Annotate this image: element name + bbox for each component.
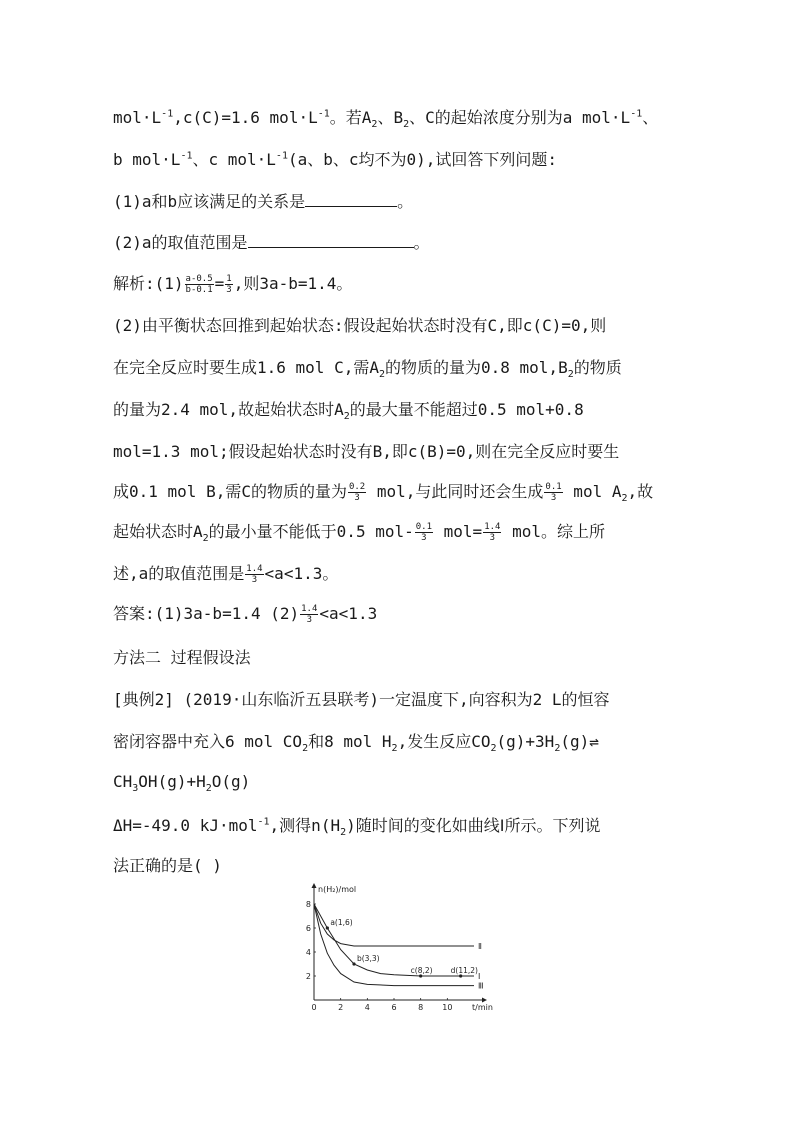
text-run: (g)⇌	[560, 732, 599, 751]
y-tick-label: 2	[305, 972, 311, 981]
analysis-line-3	[113, 358, 622, 381]
superscript: -1	[317, 108, 330, 120]
text-run: ,c(C)=1.6 mol·L	[173, 108, 318, 127]
text-run: 、B	[377, 108, 404, 127]
analysis-line-7	[113, 522, 605, 543]
superscript: -1	[257, 816, 270, 828]
x-tick-label: 0	[311, 1003, 317, 1012]
superscript: -1	[161, 108, 174, 120]
fraction	[483, 522, 501, 543]
y-axis-label: n(H₂)/mol	[318, 885, 357, 894]
subscript: 2	[567, 369, 574, 381]
answer-line	[113, 604, 377, 625]
fraction-numerator: a-0.5	[185, 274, 213, 284]
text-run: =	[214, 274, 225, 293]
fraction-denominator: 3	[251, 575, 258, 585]
subscript: 2	[490, 743, 497, 755]
text-run: ,发生反应CO	[397, 732, 491, 751]
y-tick-label: 6	[305, 924, 311, 933]
method-heading	[113, 648, 251, 668]
subscript: 2	[202, 533, 209, 545]
example-line-5	[113, 856, 222, 876]
chart-series-group	[314, 904, 484, 991]
text-run: 在完全反应时要生成1.6 mol C,需A	[113, 358, 379, 377]
data-point-label: b(3,3)	[357, 954, 380, 963]
text-run: 述,a的取值范围是	[113, 564, 245, 583]
text-run: 方法二 过程假设法	[113, 648, 251, 667]
h2-time-chart	[300, 880, 500, 1015]
text-run: (g)+3H	[496, 732, 555, 751]
fraction-numerator: 1.4	[301, 604, 318, 614]
text-run: ,测得n(H	[269, 816, 341, 835]
subscript: 2	[554, 743, 561, 755]
fraction	[300, 604, 318, 625]
series-label: Ⅰ	[478, 972, 481, 981]
text-run: 法正确的是( )	[113, 856, 222, 875]
analysis-line-8	[113, 564, 338, 585]
fraction	[245, 564, 263, 585]
subscript: 2	[391, 743, 398, 755]
y-axis-arrow-icon	[312, 883, 317, 888]
series-label: Ⅲ	[478, 981, 484, 991]
superscript: -1	[630, 108, 643, 120]
text-run: ΔH=-49.0 kJ·mol	[113, 816, 258, 835]
question-2	[113, 233, 430, 253]
data-point	[352, 962, 355, 965]
text-run: ,则3a-b=1.4。	[233, 274, 353, 293]
answer-blank	[248, 233, 414, 248]
analysis-line-2	[113, 316, 606, 336]
text-run: (2)a的取值范围是	[113, 233, 248, 252]
subscript: 2	[205, 783, 212, 795]
x-axis-arrow-icon	[482, 998, 487, 1003]
text-run: 和8 mol H	[308, 732, 392, 751]
y-tick-label: 8	[305, 900, 311, 909]
subscript: 2	[302, 743, 309, 755]
text-run: b mol·L	[113, 150, 181, 169]
chart-axes	[306, 883, 493, 1012]
text-run: 起始状态时A	[113, 522, 203, 541]
text-run: <a<1.3	[319, 604, 378, 623]
fraction	[544, 482, 562, 503]
text-run: 、	[642, 108, 659, 127]
fraction-numerator: 0.2	[348, 482, 366, 492]
subscript: 2	[343, 411, 350, 423]
data-point-label: c(8,2)	[410, 966, 433, 975]
text-run: (1)a和b应该满足的关系是	[113, 192, 306, 211]
fraction	[348, 482, 366, 503]
text-line-1	[113, 108, 659, 131]
fraction	[415, 522, 433, 543]
series-label: Ⅱ	[478, 942, 482, 951]
text-run: mol,与此同时还会生成	[367, 482, 544, 501]
x-tick-label: 8	[418, 1003, 424, 1012]
fraction-denominator: 3	[489, 533, 496, 543]
fraction-numerator: 0.1	[545, 482, 562, 492]
text-run: 解析:(1)	[113, 274, 184, 293]
subscript: 3	[132, 783, 139, 795]
analysis-line-1	[113, 274, 352, 295]
example-line-4	[113, 816, 601, 839]
x-tick-label: 6	[391, 1003, 397, 1012]
fraction-denominator: 3	[306, 615, 312, 625]
text-run: 密闭容器中充入6 mol CO	[113, 732, 303, 751]
text-run: ,故	[627, 482, 654, 501]
text-run: mol=	[434, 522, 483, 541]
fraction-numerator: 1.4	[484, 522, 501, 532]
text-run: 的量为2.4 mol,故起始状态时A	[113, 400, 344, 419]
text-run: mol=1.3 mol;假设起始状态时没有B,即c(B)=0,则在完全反应时要生	[113, 442, 620, 461]
text-run: 。	[397, 192, 414, 211]
data-point-label: a(1,6)	[330, 918, 353, 927]
text-run: 。若A	[329, 108, 372, 127]
fraction-numerator: 1	[226, 274, 232, 284]
data-point-label: d(11,2)	[450, 966, 478, 975]
example-line-3	[113, 772, 251, 795]
question-1	[113, 192, 413, 212]
fraction-denominator: 3	[226, 285, 232, 295]
answer-blank	[305, 192, 397, 207]
text-run: 的最小量不能低于0.5 mol-	[208, 522, 414, 541]
text-run: 的最大量不能超过0.5 mol+0.8	[349, 400, 584, 419]
text-line-2	[113, 150, 557, 170]
x-tick-label: 10	[442, 1003, 453, 1012]
fraction	[185, 274, 214, 295]
text-run: OH(g)+H	[138, 772, 206, 791]
subscript: 2	[621, 493, 628, 505]
text-run: 答案:(1)3a-b=1.4 (2)	[113, 604, 300, 623]
fraction-numerator: 0.1	[415, 522, 433, 532]
subscript: 2	[403, 119, 410, 131]
text-run: 、c mol·L	[192, 150, 276, 169]
text-run: [典例2] (2019·山东临沂五县联考)一定温度下,向容积为2 L的恒容	[113, 690, 610, 709]
subscript: 2	[378, 369, 385, 381]
superscript: -1	[180, 150, 193, 162]
text-run: <a<1.3。	[264, 564, 339, 583]
text-run: (a、b、c均不为0),试回答下列问题:	[287, 150, 558, 169]
text-run: mol。综上所	[502, 522, 605, 541]
x-axis-label: t/min	[472, 1003, 493, 1012]
subscript: 2	[371, 119, 378, 131]
fraction	[225, 274, 232, 295]
x-tick-label: 4	[364, 1003, 370, 1012]
fraction-denominator: b-0.1	[185, 285, 213, 295]
text-run: 成0.1 mol B,需C的物质的量为	[113, 482, 347, 501]
fraction-denominator: 3	[354, 493, 360, 503]
text-run: O(g)	[211, 772, 251, 791]
analysis-line-4	[113, 400, 584, 423]
example-line-2	[113, 732, 599, 755]
fraction-denominator: 3	[550, 493, 557, 503]
text-run: mol·L	[113, 108, 162, 127]
data-point	[326, 926, 329, 929]
y-tick-label: 4	[305, 948, 311, 957]
text-run: mol A	[563, 482, 622, 501]
example-line-1	[113, 690, 610, 710]
fraction-denominator: 3	[421, 533, 427, 543]
fraction-numerator: 1.4	[246, 564, 263, 574]
text-run: )随时间的变化如曲线Ⅰ所示。下列说	[346, 816, 601, 835]
text-run: 的物质	[573, 358, 622, 377]
text-run: 。	[413, 233, 430, 252]
analysis-line-5	[113, 442, 619, 462]
x-tick-label: 2	[338, 1003, 344, 1012]
chart-points-group	[326, 918, 478, 978]
superscript: -1	[275, 150, 288, 162]
text-run: CH	[113, 772, 133, 791]
text-run: 、C的起始浓度分别为a mol·L	[409, 108, 631, 127]
analysis-line-6	[113, 482, 653, 503]
text-run: 的物质的量为0.8 mol,B	[385, 358, 568, 377]
text-run: (2)由平衡状态回推到起始状态:假设起始状态时没有C,即c(C)=0,则	[113, 316, 607, 335]
subscript: 2	[340, 827, 347, 839]
